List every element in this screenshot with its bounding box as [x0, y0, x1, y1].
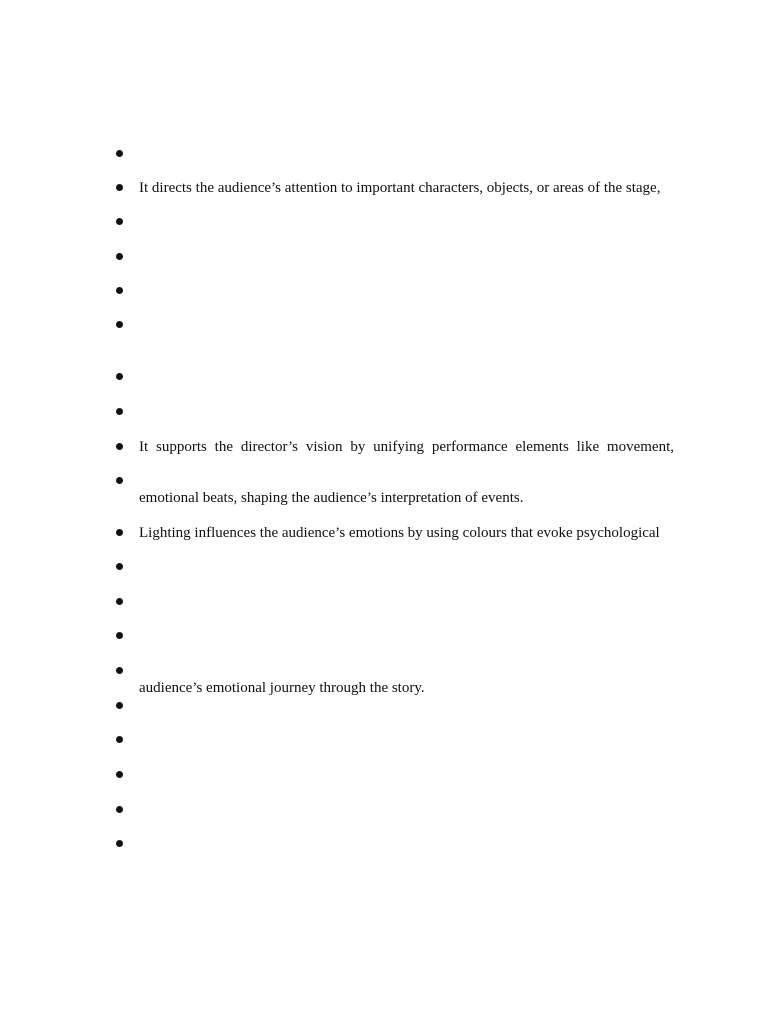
- text-line-attention: It directs the audience’s attention to important characters, objects, or areas of the stage,: [139, 180, 661, 196]
- bullet-11: [116, 529, 123, 536]
- bullet-16: [116, 702, 123, 709]
- bullet-1: [116, 150, 123, 157]
- bullet-4: [116, 253, 123, 260]
- bullet-5: [116, 287, 123, 294]
- bullet-12: [116, 563, 123, 570]
- bullet-8: [116, 408, 123, 415]
- bullet-15: [116, 667, 123, 674]
- bullet-3: [116, 218, 123, 225]
- text-line-director-vision: It supports the director’s vision by unifying performance elements like movement,: [139, 439, 674, 455]
- text-line-emotional-beats: emotional beats, shaping the audience’s interpretation of events.: [139, 490, 524, 506]
- bullet-19: [116, 806, 123, 813]
- text-line-lighting-emotions: Lighting influences the audience’s emotions by using colours that evoke psychological: [139, 525, 660, 541]
- bullet-9: [116, 443, 123, 450]
- bullet-13: [116, 598, 123, 605]
- bullet-2: [116, 184, 123, 191]
- bullet-20: [116, 840, 123, 847]
- bullet-14: [116, 632, 123, 639]
- bullet-7: [116, 373, 123, 380]
- bullet-18: [116, 771, 123, 778]
- bullet-6: [116, 321, 123, 328]
- bullet-17: [116, 736, 123, 743]
- text-line-emotional-journey: audience’s emotional journey through the story.: [139, 680, 425, 696]
- bullet-10: [116, 477, 123, 484]
